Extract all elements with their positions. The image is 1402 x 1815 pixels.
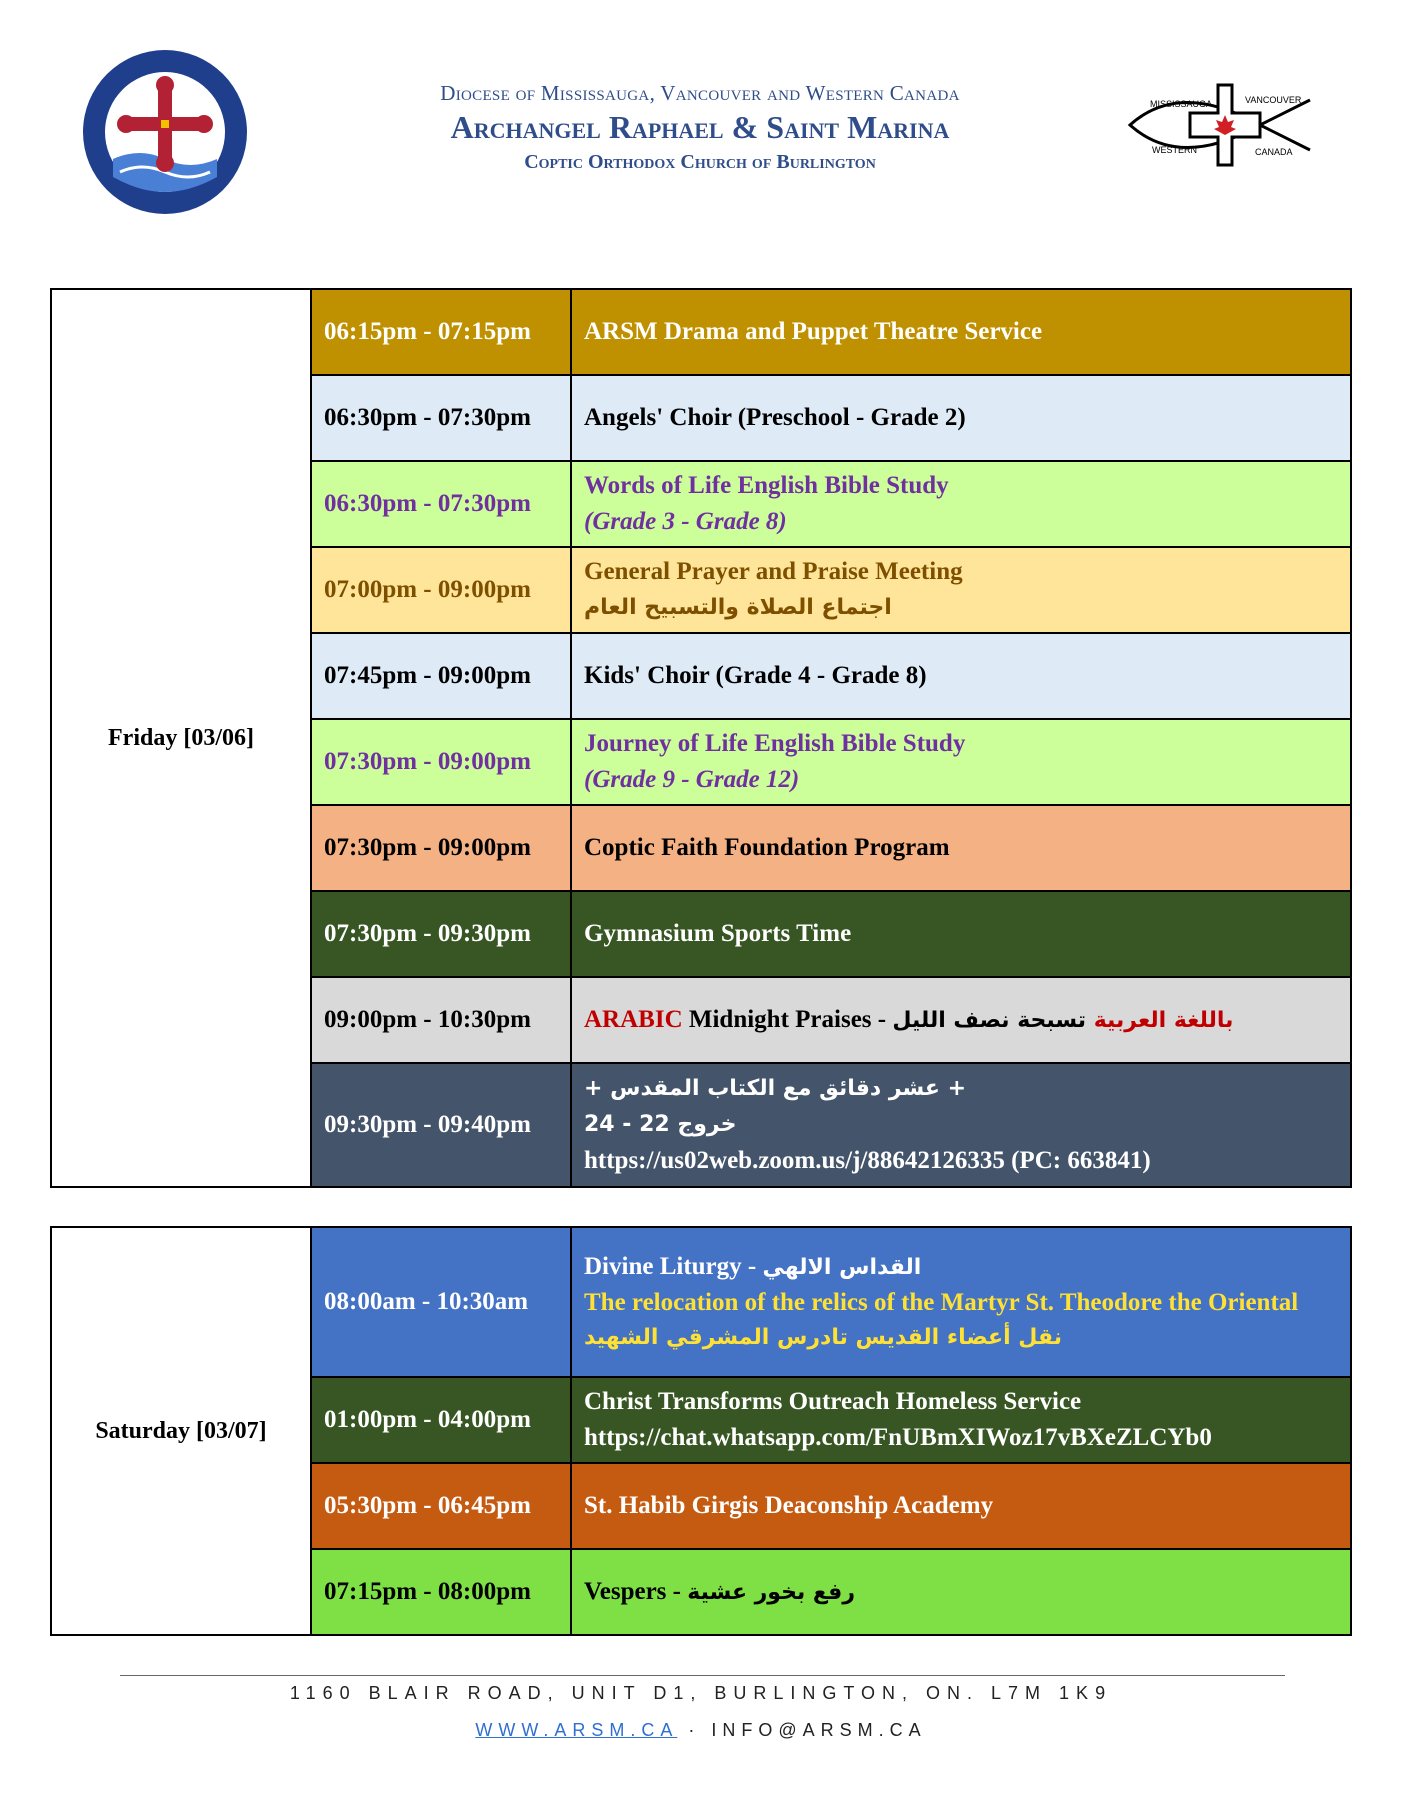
event-cell xyxy=(571,1549,1351,1635)
feast-description: The relocation of the relics of the Martyr St. Theodore the Oriental xyxy=(584,1288,1299,1316)
diocese-seal-logo xyxy=(80,47,250,217)
time-cell: 08:00am - 10:30am xyxy=(311,1227,571,1377)
event-title: Words of Life English Bible Study xyxy=(584,472,949,499)
contact-line xyxy=(0,1720,1402,1741)
event-cell: St. Habib Girgis Deaconship Academy xyxy=(571,1463,1351,1549)
time-cell: 06:30pm - 07:30pm xyxy=(311,375,571,461)
time-cell: 06:30pm - 07:30pm xyxy=(311,461,571,547)
logo-word-mississauga: MISSISSAUGA xyxy=(1150,99,1213,109)
time-cell: 05:30pm - 06:45pm xyxy=(311,1463,571,1549)
feast-description-arabic: نقل أعضاء القديس تادرس المشرقي الشهيد xyxy=(584,1324,1063,1350)
website-link[interactable]: WWW.ARSM.CA xyxy=(475,1720,678,1740)
event-cell xyxy=(571,1227,1351,1377)
logo-word-canada: CANADA xyxy=(1255,147,1293,157)
time-cell: 09:00pm - 10:30pm xyxy=(311,977,571,1063)
event-cell: Coptic Faith Foundation Program xyxy=(571,805,1351,891)
arabic-in-arabic-label: باللغة العربية xyxy=(1093,1007,1234,1033)
event-cell: ARSM Drama and Puppet Theatre Service xyxy=(571,289,1351,375)
event-title: General Prayer and Praise Meeting xyxy=(584,558,963,585)
schedule-row xyxy=(51,289,1351,375)
event-cell: Angels' Choir (Preschool - Grade 2) xyxy=(571,375,1351,461)
time-cell: 07:15pm - 08:00pm xyxy=(311,1549,571,1635)
logo-word-vancouver: VANCOUVER xyxy=(1245,95,1302,105)
event-title-english: Divine Liturgy - xyxy=(584,1252,763,1280)
diocese-cross-fish-logo xyxy=(1120,75,1320,175)
event-arabic-title: اجتماع الصلاة والتسبيح العام xyxy=(584,595,892,620)
schedule-row xyxy=(51,1227,1351,1377)
saturday-schedule-table xyxy=(50,1226,1352,1636)
time-cell: 01:00pm - 04:00pm xyxy=(311,1377,571,1463)
event-arabic-title: رفع بخور عشية xyxy=(687,1579,855,1605)
event-title: Journey of Life English Bible Study xyxy=(584,730,966,757)
event-cell xyxy=(571,977,1351,1063)
church-subtitle: Coptic Orthodox Church of Burlington xyxy=(524,151,876,173)
day-cell-saturday: Saturday [03/07] xyxy=(51,1227,311,1635)
friday-schedule-table xyxy=(50,288,1352,1188)
logo-word-western: WESTERN xyxy=(1152,145,1197,155)
page-header xyxy=(0,0,1402,240)
diocese-name: Diocese of Mississauga, Vancouver and Western Canada xyxy=(440,81,960,105)
event-arabic-title: تسبحة نصف الليل xyxy=(892,1007,1094,1033)
day-cell-friday: Friday [03/06] xyxy=(51,289,311,1187)
church-address: 1160 BLAIR ROAD, UNIT D1, BURLINGTON, ON. L7M 1K9 xyxy=(289,1683,1113,1703)
event-title-arabic: القداس الالهي xyxy=(762,1254,922,1280)
time-cell: 09:30pm - 09:40pm xyxy=(311,1063,571,1187)
event-cell: Gymnasium Sports Time xyxy=(571,891,1351,977)
event-cell xyxy=(571,1063,1351,1187)
event-title: Midnight Praises - xyxy=(682,1005,893,1033)
event-subtitle: (Grade 3 - Grade 8) xyxy=(584,508,787,535)
event-title: Vespers - xyxy=(584,1577,688,1605)
event-arabic-title: + عشر دقائق مع الكتاب المقدس + xyxy=(584,1076,967,1101)
time-cell: 07:45pm - 09:00pm xyxy=(311,633,571,719)
church-name: Archangel Raphael & Saint Marina xyxy=(450,109,950,145)
scripture-reference: خروج 22 - 24 xyxy=(584,1112,737,1137)
whatsapp-group-link[interactable]: https://chat.whatsapp.com/FnUBmXIWoz17vBXeZLCYb0 xyxy=(584,1424,1212,1451)
event-cell: Kids' Choir (Grade 4 - Grade 8) xyxy=(571,633,1351,719)
zoom-meeting-link[interactable]: https://us02web.zoom.us/j/88642126335 (PC: 663841) xyxy=(584,1147,1151,1174)
event-title xyxy=(584,1249,1338,1286)
time-cell: 07:00pm - 09:00pm xyxy=(311,547,571,633)
time-cell: 06:15pm - 07:15pm xyxy=(311,289,571,375)
time-cell: 07:30pm - 09:30pm xyxy=(311,891,571,977)
arabic-language-label: ARABIC xyxy=(584,1005,683,1033)
time-cell: 07:30pm - 09:00pm xyxy=(311,719,571,805)
event-subtitle: (Grade 9 - Grade 12) xyxy=(584,766,800,793)
event-cell xyxy=(571,1377,1351,1463)
time-cell: 07:30pm - 09:00pm xyxy=(311,805,571,891)
event-cell xyxy=(571,461,1351,547)
event-title: Christ Transforms Outreach Homeless Service xyxy=(584,1388,1082,1415)
footer-divider xyxy=(120,1675,1285,1676)
event-cell xyxy=(571,547,1351,633)
email-address[interactable]: INFO@ARSM.CA xyxy=(711,1720,927,1740)
separator: · xyxy=(677,1720,712,1740)
event-cell xyxy=(571,719,1351,805)
